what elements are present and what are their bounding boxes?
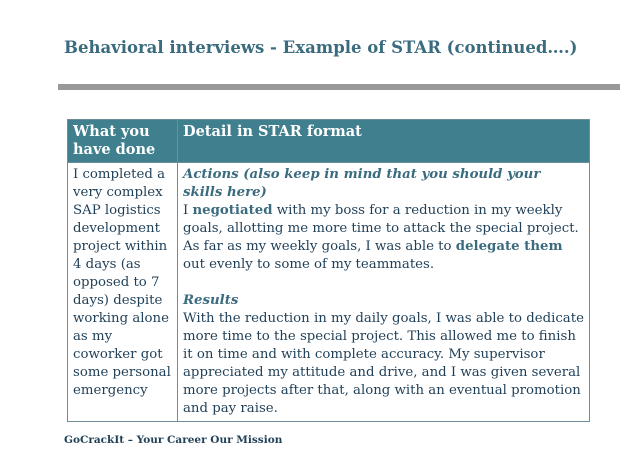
actions-p2-highlight: delegate them [455,239,563,254]
footer-tagline: GoCrackIt – Your Career Our Mission [64,434,283,446]
actions-p1-start: I [183,203,193,218]
star-detail-cell [178,163,590,422]
actions-p1-highlight: negotiated [192,203,273,218]
header-what-you-have-done: What you have done [68,120,178,163]
actions-p2-end: out evenly to some of my teammates. [183,257,435,272]
results-heading: Results [183,293,239,308]
title-divider [58,84,620,90]
results-paragraph: With the reduction in my daily goals, I was able to dedicate more time to the special project. This allowed me to finish it on time and with complete accuracy. My supervisor appreciated my attitude and drive, and I was given several more projects after that, along with an eventual promotion and pay raise. [183,311,584,416]
accomplishment-cell: I completed a very complex SAP logistics development project within 4 days (as opposed to 7 days) despite working alone as my coworker got some personal emergency [68,163,178,422]
section-spacer [183,274,584,292]
actions-heading: Actions (also keep in mind that you should your skills here) [183,167,541,200]
slide-title: Behavioral interviews - Example of STAR (continued….) [64,38,578,57]
header-detail-in-star-format: Detail in STAR format [178,120,590,163]
actions-p1-end: with my boss for a reduction in my weekly goals, allotting me more time to attack the special project. [183,203,579,236]
actions-paragraph-1 [183,202,584,238]
table-header-row [68,120,590,163]
actions-p2-start: As far as my weekly goals, I was able to [183,239,456,254]
actions-paragraph-2 [183,238,584,274]
table-row [68,163,590,422]
star-table [67,119,590,422]
